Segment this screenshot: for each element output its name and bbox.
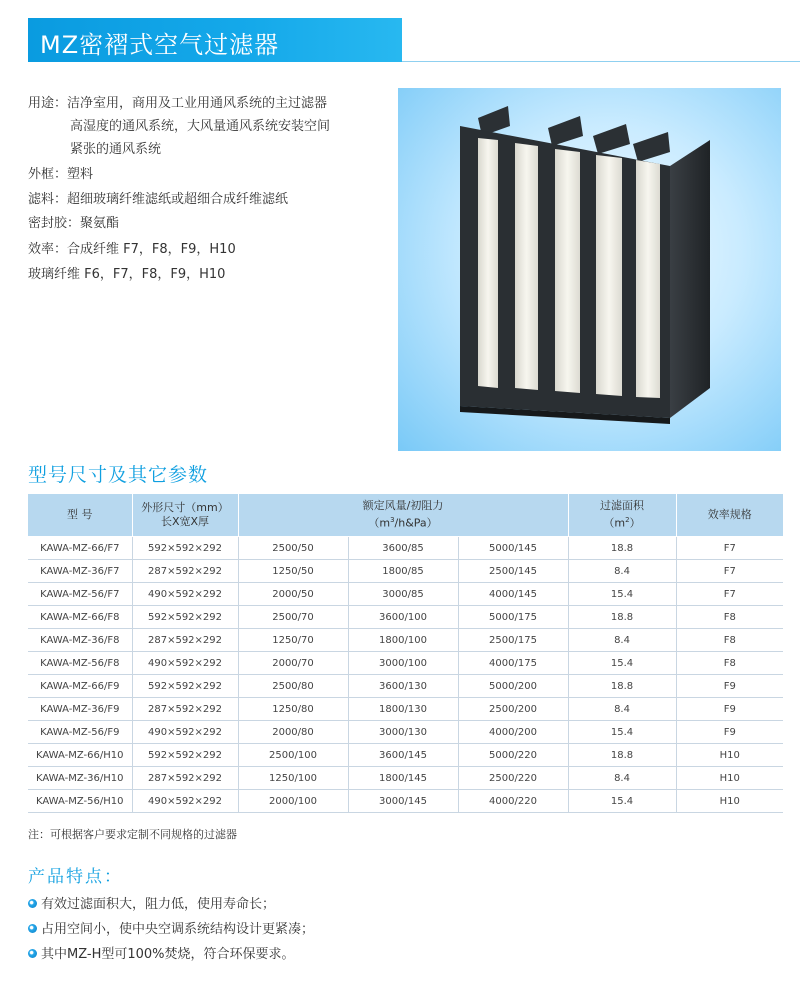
table-cell: 15.4 — [568, 790, 676, 813]
table-cell: 490×592×292 — [132, 790, 238, 813]
table-cell: 2500/100 — [238, 744, 348, 767]
table-cell: F8 — [676, 652, 783, 675]
table-cell: 5000/145 — [458, 537, 568, 560]
table-cell: 1250/50 — [238, 560, 348, 583]
spec-usage — [28, 92, 327, 111]
spec-value: 聚氨酯 — [80, 216, 120, 231]
table-cell: 5000/175 — [458, 606, 568, 629]
table-cell: F9 — [676, 698, 783, 721]
table-cell: F7 — [676, 583, 783, 606]
table-row — [28, 560, 783, 583]
table-cell: 3000/130 — [348, 721, 458, 744]
header-airflow: 额定风量/初阻力 $(m^3/h\&Pa)$ — [238, 494, 568, 537]
custom-note: 注：可根据客户要求定制不同规格的过滤器 — [28, 828, 237, 841]
table-cell: 18.8 — [568, 744, 676, 767]
spec-efficiency — [28, 238, 236, 257]
table-cell: 592×592×292 — [132, 537, 238, 560]
table-cell: 5000/200 — [458, 675, 568, 698]
table-cell: KAWA-MZ-36/H10 — [28, 767, 132, 790]
section-title-parameters: 型号尺寸及其它参数 — [28, 464, 209, 486]
table-cell: 2000/70 — [238, 652, 348, 675]
table-cell: KAWA-MZ-36/F8 — [28, 629, 132, 652]
spec-label: 效率： — [28, 242, 68, 257]
table-cell: 2500/145 — [458, 560, 568, 583]
feature-item: 占用空间小，使中央空调系统结构设计更紧凑； — [28, 918, 314, 937]
table-cell: 15.4 — [568, 583, 676, 606]
table-cell: KAWA-MZ-56/H10 — [28, 790, 132, 813]
parameter-table — [28, 494, 783, 813]
spec-label: 滤料： — [28, 192, 68, 207]
table-cell: H10 — [676, 744, 783, 767]
spec-usage-line2: 高湿度的通风系统，大风量通风系统安装空间 — [70, 119, 331, 134]
table-cell: 18.8 — [568, 537, 676, 560]
table-cell: 1800/100 — [348, 629, 458, 652]
spec-value: 洁净室用，商用及工业用通风系统的主过滤器 — [67, 96, 328, 111]
table-cell: 3600/100 — [348, 606, 458, 629]
table-cell: 3600/145 — [348, 744, 458, 767]
table-cell: 15.4 — [568, 652, 676, 675]
table-row — [28, 698, 783, 721]
table-cell: KAWA-MZ-56/F8 — [28, 652, 132, 675]
table-body — [28, 537, 783, 813]
table-row — [28, 744, 783, 767]
table-cell: 2000/50 — [238, 583, 348, 606]
table-row — [28, 721, 783, 744]
table-cell: 490×592×292 — [132, 583, 238, 606]
feature-item: 其中MZ-H型可100%焚烧，符合环保要求。 — [28, 943, 295, 962]
spec-sealant — [28, 212, 119, 231]
product-photo — [398, 88, 781, 451]
table-header-row — [28, 494, 783, 537]
table-cell: 3000/85 — [348, 583, 458, 606]
table-cell: 287×592×292 — [132, 560, 238, 583]
title-rule — [402, 61, 800, 62]
table-cell: 592×592×292 — [132, 675, 238, 698]
table-cell: KAWA-MZ-36/F7 — [28, 560, 132, 583]
table-cell: F8 — [676, 629, 783, 652]
page-title: MZ密褶式空气过滤器 — [40, 31, 280, 59]
spec-efficiency-glass: 玻璃纤维 F6，F7，F8，F9，H10 — [28, 267, 226, 282]
table-cell: 3000/100 — [348, 652, 458, 675]
table-cell: KAWA-MZ-56/F7 — [28, 583, 132, 606]
bullet-icon — [28, 899, 37, 908]
table-cell: 2500/50 — [238, 537, 348, 560]
bullet-icon — [28, 924, 37, 933]
table-row — [28, 652, 783, 675]
table-cell: 1250/70 — [238, 629, 348, 652]
spec-usage-line3: 紧张的通风系统 — [70, 142, 162, 157]
table-cell: 4000/175 — [458, 652, 568, 675]
table-cell: H10 — [676, 767, 783, 790]
table-cell: 592×592×292 — [132, 744, 238, 767]
table-cell: 3600/130 — [348, 675, 458, 698]
table-cell: F9 — [676, 721, 783, 744]
header-size: 外形尺寸（mm） 长X宽X厚 — [132, 494, 238, 537]
table-row — [28, 629, 783, 652]
table-cell: 490×592×292 — [132, 721, 238, 744]
spec-label: 用途： — [28, 96, 68, 111]
table-cell: F7 — [676, 537, 783, 560]
table-row — [28, 790, 783, 813]
table-cell: 4000/220 — [458, 790, 568, 813]
table-row — [28, 583, 783, 606]
table-cell: 5000/220 — [458, 744, 568, 767]
table-cell: 18.8 — [568, 606, 676, 629]
filter-illustration — [398, 88, 781, 451]
title-band — [28, 18, 402, 62]
feature-item: 有效过滤面积大，阻力低，使用寿命长； — [28, 893, 275, 912]
table-cell: 4000/200 — [458, 721, 568, 744]
table-cell: KAWA-MZ-36/F9 — [28, 698, 132, 721]
table-cell: 2500/200 — [458, 698, 568, 721]
table-cell: 2500/80 — [238, 675, 348, 698]
table-cell: KAWA-MZ-66/F8 — [28, 606, 132, 629]
table-cell: F7 — [676, 560, 783, 583]
table-cell: 8.4 — [568, 560, 676, 583]
table-cell: 287×592×292 — [132, 629, 238, 652]
table-cell: 1800/145 — [348, 767, 458, 790]
table-cell: 3000/145 — [348, 790, 458, 813]
table-cell: 8.4 — [568, 629, 676, 652]
spec-label: 外框： — [28, 167, 68, 182]
table-cell: 3600/85 — [348, 537, 458, 560]
table-cell: F8 — [676, 606, 783, 629]
table-row — [28, 767, 783, 790]
table-cell: 1800/130 — [348, 698, 458, 721]
header-model: 型 号 — [28, 494, 132, 537]
table-cell: 287×592×292 — [132, 698, 238, 721]
table-cell: KAWA-MZ-66/F7 — [28, 537, 132, 560]
table-cell: 1250/80 — [238, 698, 348, 721]
table-row — [28, 675, 783, 698]
table-cell: 2500/70 — [238, 606, 348, 629]
table-cell: 490×592×292 — [132, 652, 238, 675]
table-cell: H10 — [676, 790, 783, 813]
spec-frame — [28, 163, 93, 182]
spec-label: 密封胶： — [28, 216, 81, 231]
table-cell: 15.4 — [568, 721, 676, 744]
table-cell: 2500/175 — [458, 629, 568, 652]
table-cell: 1250/100 — [238, 767, 348, 790]
table-row — [28, 537, 783, 560]
table-cell: KAWA-MZ-66/H10 — [28, 744, 132, 767]
table-cell: 2500/220 — [458, 767, 568, 790]
spec-media — [28, 188, 288, 207]
table-cell: KAWA-MZ-66/F9 — [28, 675, 132, 698]
table-cell: F9 — [676, 675, 783, 698]
header-area: 过滤面积 $(m^2)$ — [568, 494, 676, 537]
table-cell: 1800/85 — [348, 560, 458, 583]
spec-value: 塑料 — [67, 167, 94, 182]
spec-value: 超细玻璃纤维滤纸或超细合成纤维滤纸 — [67, 192, 289, 207]
table-cell: 8.4 — [568, 767, 676, 790]
bullet-icon — [28, 949, 37, 958]
header-efficiency: 效率规格 — [676, 494, 783, 537]
table-cell: 4000/145 — [458, 583, 568, 606]
table-cell: 18.8 — [568, 675, 676, 698]
spec-value: 合成纤维 F7，F8，F9，H10 — [67, 242, 236, 257]
table-cell: 2000/80 — [238, 721, 348, 744]
table-cell: 8.4 — [568, 698, 676, 721]
table-cell: 592×592×292 — [132, 606, 238, 629]
table-row — [28, 606, 783, 629]
features-title: 产品特点： — [28, 867, 123, 887]
table-cell: 287×592×292 — [132, 767, 238, 790]
table-cell: 2000/100 — [238, 790, 348, 813]
table-cell: KAWA-MZ-56/F9 — [28, 721, 132, 744]
